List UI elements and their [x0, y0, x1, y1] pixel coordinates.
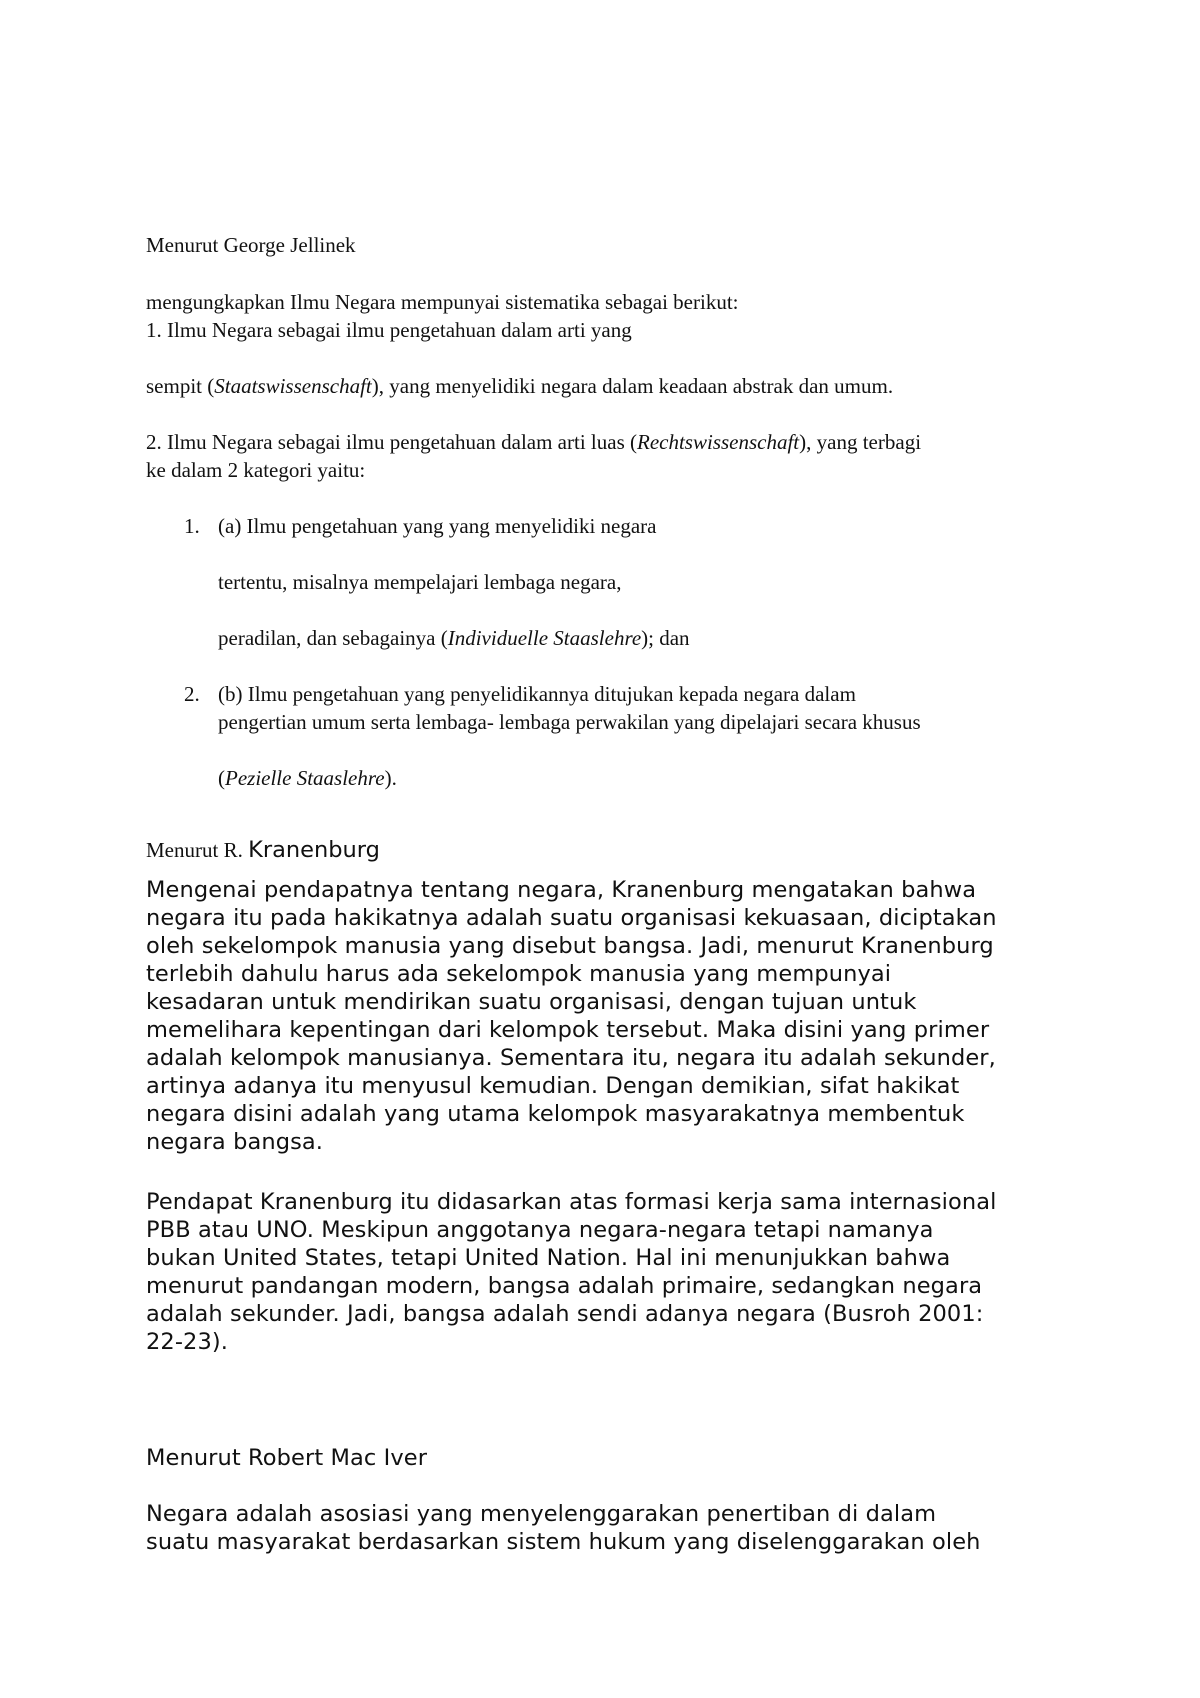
term-individuelle-staaslehre: Individuelle Staaslehre: [447, 626, 642, 650]
text-line: adalah sekunder. Jadi, bangsa adalah sendi adanya negara (Busroh 2001:: [146, 1301, 984, 1327]
term-rechtswissenschaft: Rechtswissenschaft: [637, 430, 800, 454]
sublist-1-line2: tertentu, misalnya mempelajari lembaga negara,: [218, 570, 622, 594]
jellinek-point1-line1: 1. Ilmu Negara sebagai ilmu pengetahuan dalam arti yang: [146, 318, 632, 342]
text-line: kesadaran untuk mendirikan suatu organisasi, dengan tujuan untuk: [146, 989, 917, 1015]
text-line: artinya adanya itu menyusul kemudian. Dengan demikian, sifat hakikat: [146, 1073, 960, 1099]
term-pezielle-staaslehre: Pezielle Staaslehre: [225, 766, 385, 790]
text-line: Mengenai pendapatnya tentang negara, Kranenburg mengatakan bahwa: [146, 877, 977, 903]
text-line: suatu masyarakat berdasarkan sistem hukum yang diselenggarakan oleh: [146, 1529, 981, 1555]
text-line: terlebih dahulu harus ada sekelompok manusia yang mempunyai: [146, 961, 892, 987]
text-line: oleh sekelompok manusia yang disebut bangsa. Jadi, menurut Kranenburg: [146, 933, 994, 959]
sublist-number: 1.: [184, 514, 200, 538]
jellinek-intro: mengungkapkan Ilmu Negara mempunyai sistematika sebagai berikut:: [146, 290, 739, 314]
text-line: Negara adalah asosiasi yang menyelenggarakan penertiban di dalam: [146, 1501, 937, 1527]
sublist-2-line2: pengertian umum serta lembaga- lembaga perwakilan yang dipelajari secara khusus: [218, 710, 921, 734]
sublist-item-2: [184, 680, 1084, 708]
text-line: Pendapat Kranenburg itu didasarkan atas formasi kerja sama internasional: [146, 1189, 997, 1215]
text-line: bukan United States, tetapi United Nation. Hal ini menunjukkan bahwa: [146, 1245, 951, 1271]
text-line: menurut pandangan modern, bangsa adalah primaire, sedangkan negara: [146, 1273, 983, 1299]
jellinek-heading: Menurut George Jellinek: [146, 233, 356, 257]
sublist-number: 2.: [184, 682, 200, 706]
sublist-line: (a) Ilmu pengetahuan yang yang menyelidiki negara: [218, 514, 657, 538]
jellinek-point2-line2: ke dalam 2 kategori yaitu:: [146, 458, 366, 482]
jellinek-point2-line1: 2. Ilmu Negara sebagai ilmu pengetahuan dalam arti luas (Rechtswissenschaft), yang terbagi: [146, 430, 922, 454]
maciver-heading: Menurut Robert Mac Iver: [146, 1445, 428, 1471]
sublist-2-line3: (Pezielle Staaslehre).: [218, 766, 397, 790]
text-line: negara disini adalah yang utama kelompok masyarakatnya membentuk: [146, 1101, 965, 1127]
text-line: PBB atau UNO. Meskipun anggotanya negara-negara tetapi namanya: [146, 1217, 934, 1243]
sublist-1-line3: peradilan, dan sebagainya (Individuelle Staaslehre); dan: [218, 626, 690, 650]
term-staatswissenschaft: Staatswissenschaft: [214, 374, 372, 398]
kranenburg-heading: Menurut R. Kranenburg: [146, 837, 380, 863]
kranenburg-paragraph-1: [146, 876, 1086, 1156]
text-line: negara bangsa.: [146, 1129, 324, 1155]
sublist-item-1: [184, 512, 1084, 540]
text-line: 22-23).: [146, 1329, 229, 1355]
maciver-paragraph: [146, 1500, 1086, 1556]
text-line: adalah kelompok manusianya. Sementara itu, negara itu adalah sekunder,: [146, 1045, 996, 1071]
text-line: memelihara kepentingan dari kelompok tersebut. Maka disini yang primer: [146, 1017, 990, 1043]
text-line: negara itu pada hakikatnya adalah suatu organisasi kekuasaan, diciptakan: [146, 905, 997, 931]
jellinek-point1-line2: sempit (Staatswissenschaft), yang menyelidiki negara dalam keadaan abstrak dan umum.: [146, 374, 894, 398]
sublist-line: (b) Ilmu pengetahuan yang penyelidikannya ditujukan kepada negara dalam: [218, 682, 856, 706]
kranenburg-paragraph-2: [146, 1188, 1086, 1356]
